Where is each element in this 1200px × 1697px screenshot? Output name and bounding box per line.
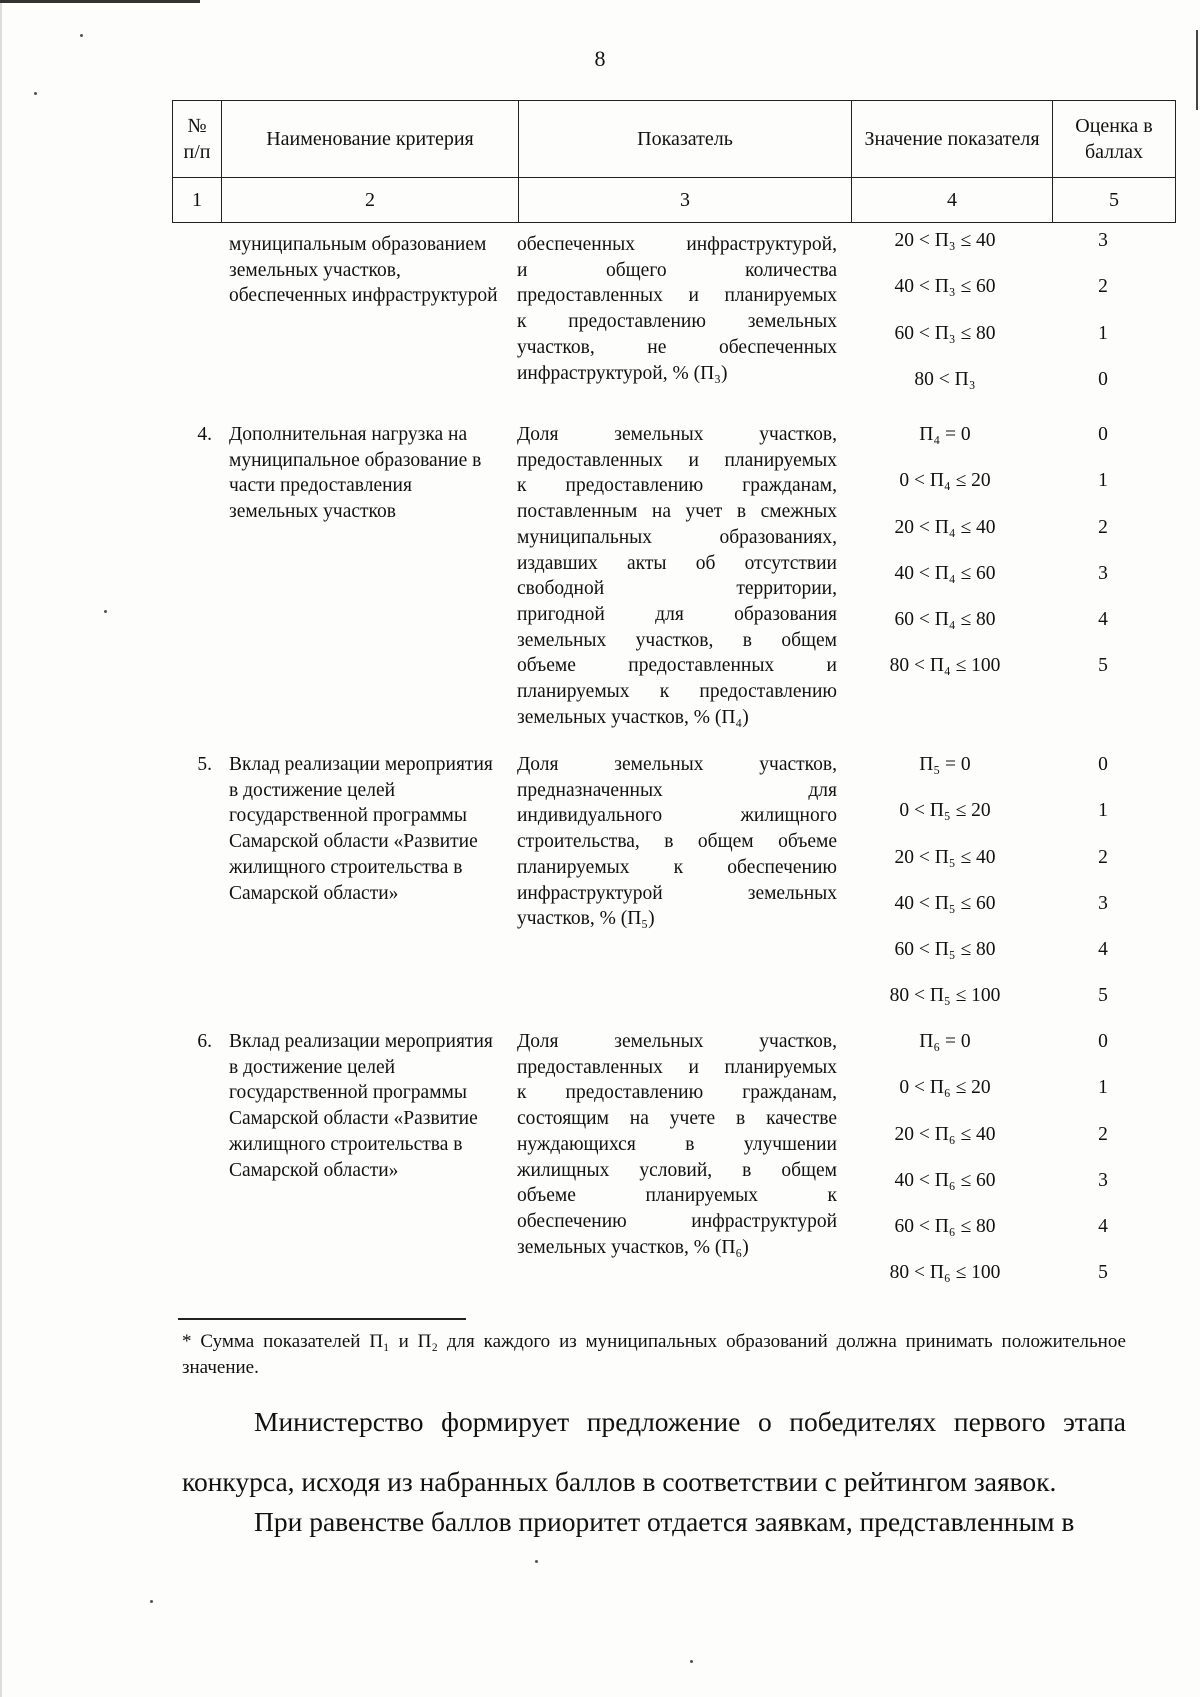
score: 4 (1098, 1216, 1108, 1238)
score: 0 (1098, 1031, 1108, 1052)
value-range: 20 < П₃ ≤ 40 (894, 230, 996, 251)
scan-speck (690, 1660, 693, 1663)
indicator-line: Доля земельных участков, (517, 754, 837, 775)
score: 3 (1098, 1169, 1108, 1191)
body-paragraph: При равенстве баллов приоритет отдается заявкам, представленным в (254, 1506, 1075, 1537)
indicator-line: индивидуального жилищного (517, 805, 837, 827)
score: 1 (1098, 800, 1108, 822)
score: 1 (1098, 470, 1108, 492)
footnote: * Сумма показателей П₁ и П₂ для каждого из муниципальных образований должна принимать положительное значение. (182, 1331, 1126, 1378)
body-paragraph: Министерство формирует предложение о победителях первого этапа конкурса, исходя из набранных баллов в соответствии с рейтингом заявок. (182, 1406, 1126, 1497)
value-range: 80 < П₆ ≤ 100 (889, 1262, 1001, 1284)
value-range: П₆ = 0 (919, 1031, 971, 1052)
indicator-line: земельных участков, % (П₄) (517, 706, 749, 728)
scan-speck (535, 1560, 538, 1563)
value-range: 20 < П₆ ≤ 40 (894, 1123, 996, 1145)
indicator-line: жилищных условий, в общем (517, 1159, 837, 1181)
row-criterion: Дополнительная нагрузка на муниципальное образование в части предоставления земельных участков (229, 424, 482, 523)
scan-top-rule (0, 0, 200, 3)
col-number: 2 (222, 178, 519, 223)
score: 4 (1098, 939, 1108, 961)
indicator-line: земельных участков, % (П₆) (517, 1236, 749, 1258)
value-range: 60 < П₆ ≤ 80 (894, 1216, 996, 1238)
row-indicator (517, 752, 837, 932)
row-scores (1060, 412, 1146, 690)
row-values (850, 742, 1040, 1020)
indicator-line: участков, не обеспеченных (517, 336, 837, 358)
score: 5 (1098, 1262, 1108, 1284)
indicator-line: к предоставлению гражданам, (517, 475, 837, 497)
score: 3 (1098, 562, 1108, 584)
row-scores (1060, 1019, 1146, 1297)
row-indicator (517, 1029, 837, 1260)
indicator-line: Доля земельных участков, (517, 424, 837, 445)
score: 1 (1098, 1077, 1108, 1099)
scan-speck (104, 610, 107, 613)
score: 2 (1098, 516, 1108, 538)
col-number: 4 (852, 178, 1053, 223)
value-range: 40 < П₄ ≤ 60 (894, 562, 996, 584)
row-number: 4. (197, 424, 212, 445)
score: 5 (1098, 985, 1108, 1007)
indicator-line: инфраструктурой земельных (517, 882, 837, 904)
row-values (850, 218, 1040, 403)
indicator-line: к предоставлению гражданам, (517, 1082, 837, 1104)
indicator-line: предназначенных для (517, 779, 837, 801)
score: 1 (1098, 322, 1108, 344)
value-range: П₅ = 0 (919, 754, 971, 775)
value-range: 0 < П₆ ≤ 20 (899, 1077, 991, 1099)
col-number: 1 (173, 178, 222, 223)
value-range: 80 < П₅ ≤ 100 (889, 985, 1001, 1007)
row-values (850, 412, 1040, 690)
row-number: 6. (197, 1031, 212, 1052)
col-number: 3 (519, 178, 852, 223)
value-range: 40 < П₅ ≤ 60 (894, 892, 996, 914)
indicator-line: поставленным на учет в смежных (517, 501, 837, 523)
scan-edge (0, 0, 2, 1697)
value-range: 80 < П₄ ≤ 100 (889, 655, 1001, 677)
indicator-line: обеспечению инфраструктурой (517, 1210, 837, 1232)
indicator-line: участков, % (П₅) (517, 908, 655, 930)
value-range: 40 < П₃ ≤ 60 (894, 276, 996, 298)
score: 0 (1098, 368, 1108, 390)
score: 0 (1098, 754, 1108, 775)
row-indicator (517, 422, 837, 730)
score: 4 (1098, 609, 1108, 631)
indicator-line: нуждающихся в улучшении (517, 1133, 837, 1155)
scan-speck (34, 92, 37, 95)
indicator-line: предоставленных и планируемых (517, 1056, 837, 1078)
score: 2 (1098, 276, 1108, 298)
row-criterion: муниципальным образованием земельных участков, обеспеченных инфраструктурой (229, 234, 498, 307)
indicator-line: издавших акты об отсутствии (517, 552, 837, 574)
row-values (850, 1019, 1040, 1297)
col-header-value: Значение показателя (852, 101, 1053, 178)
indicator-line: и общего количества (517, 259, 837, 281)
indicator-line: пригодной для образования (517, 603, 837, 625)
indicator-line: планируемых к обеспечению (517, 856, 837, 878)
value-range: 60 < П₅ ≤ 80 (894, 939, 996, 961)
value-range: П₄ = 0 (919, 424, 971, 445)
scan-speck (80, 34, 83, 37)
value-range: 20 < П₅ ≤ 40 (894, 846, 996, 868)
col-header-criterion: Наименование критерия (222, 101, 519, 178)
value-range: 40 < П₆ ≤ 60 (894, 1169, 996, 1191)
score: 3 (1098, 230, 1108, 251)
indicator-line: Доля земельных участков, (517, 1031, 837, 1052)
score: 3 (1098, 892, 1108, 914)
score: 0 (1098, 424, 1108, 445)
value-range: 80 < П₃ (914, 368, 976, 390)
indicator-line: состоящим на учете в качестве (517, 1108, 837, 1130)
value-range: 60 < П₄ ≤ 80 (894, 609, 996, 631)
indicator-line: объеме планируемых к (517, 1185, 837, 1207)
footnote-divider (178, 1318, 466, 1320)
indicator-line: предоставленных и планируемых (517, 449, 837, 471)
indicator-line: свободной территории, (517, 578, 837, 600)
indicator-line: обеспеченных инфраструктурой, (517, 234, 837, 255)
row-scores (1060, 742, 1146, 1020)
value-range: 20 < П₄ ≤ 40 (894, 516, 996, 538)
table-header (172, 100, 1176, 223)
row-scores (1060, 218, 1146, 403)
col-header-num: № п/п (173, 101, 222, 178)
indicator-line: строительства, в общем объеме (517, 831, 837, 853)
row-indicator (517, 232, 837, 386)
value-range: 60 < П₃ ≤ 80 (894, 322, 996, 344)
col-header-indicator: Показатель (519, 101, 852, 178)
indicator-line: планируемых к предоставлению (517, 681, 837, 703)
indicator-line: предоставленных и планируемых (517, 285, 837, 307)
indicator-line: земельных участков, в общем (517, 629, 837, 651)
score: 5 (1098, 655, 1108, 677)
indicator-line: муниципальных образованиях, (517, 526, 837, 548)
value-range: 0 < П₄ ≤ 20 (899, 470, 991, 492)
col-number: 5 (1053, 178, 1176, 223)
indicator-line: инфраструктурой, % (П₃) (517, 362, 728, 384)
scan-speck (150, 1600, 153, 1603)
score: 2 (1098, 1123, 1108, 1145)
value-range: 0 < П₅ ≤ 20 (899, 800, 991, 822)
row-criterion: Вклад реализации мероприятия в достижение целей государственной программы Самарской области «Развитие жилищного строительства в Самарской области» (229, 1031, 493, 1181)
col-header-score: Оценка в баллах (1053, 101, 1176, 178)
page-number: 8 (594, 46, 606, 71)
row-number: 5. (197, 754, 212, 775)
indicator-line: к предоставлению земельных (517, 311, 837, 333)
row-criterion: Вклад реализации мероприятия в достижение целей государственной программы Самарской области «Развитие жилищного строительства в Самарской области» (229, 754, 493, 904)
score: 2 (1098, 846, 1108, 868)
indicator-line: объеме предоставленных и (517, 655, 837, 677)
